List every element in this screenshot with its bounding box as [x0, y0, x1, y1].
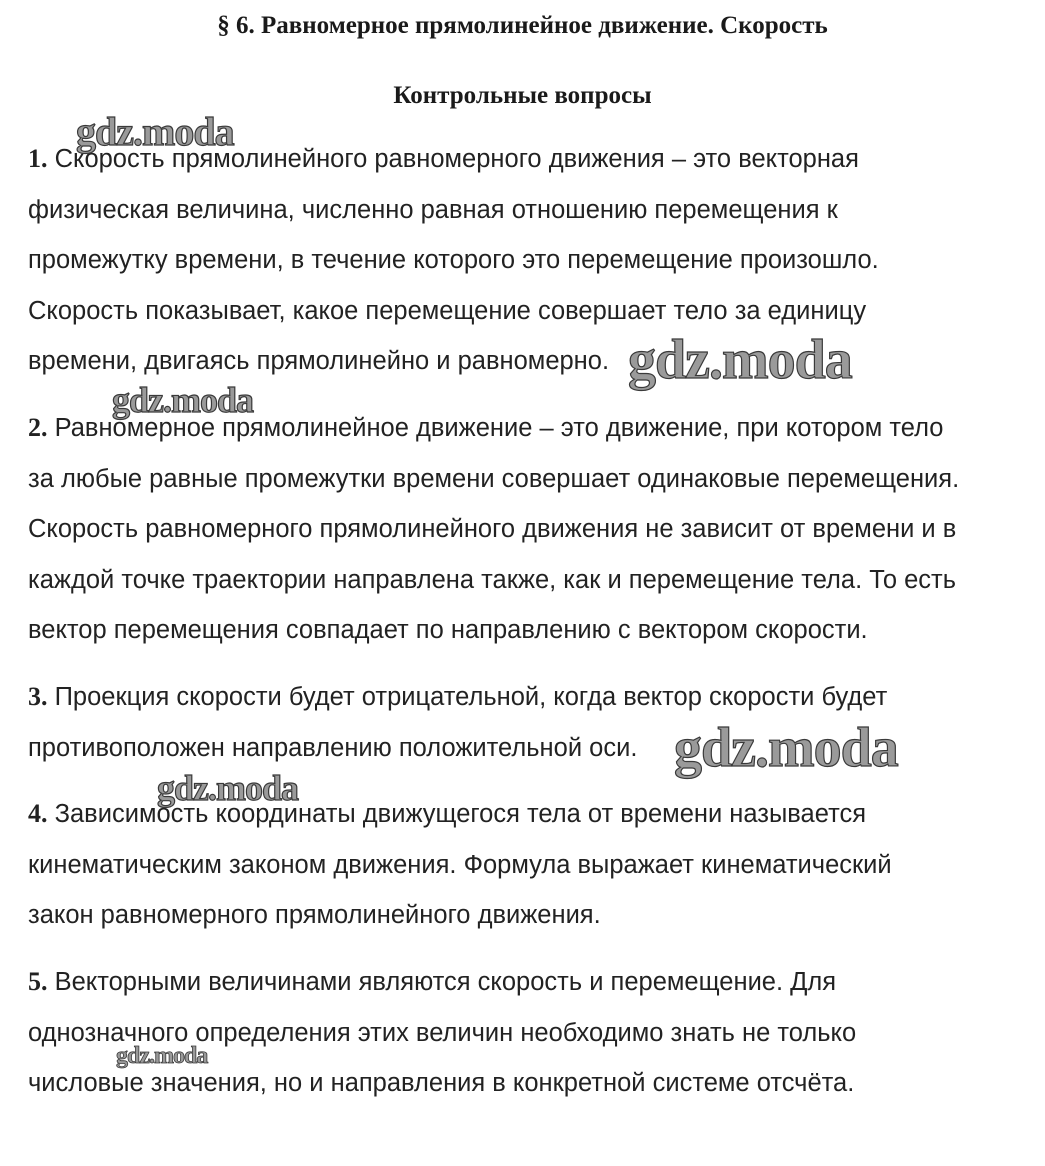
- answer-text: однозначного определения этих величин необходимо знать не только: [28, 1018, 857, 1047]
- answer-number: 5.: [28, 966, 48, 996]
- answer-5: [28, 957, 1028, 1109]
- answer-text: физическая величина, численно равная отношению перемещения к: [28, 195, 838, 224]
- answer-text: Скорость показывает, какое перемещение совершает тело за единицу: [28, 296, 867, 325]
- answer-text: Векторными величинами являются скорость и перемещение. Для: [47, 967, 837, 996]
- answers-list: [28, 134, 1028, 1125]
- watermark: gdz.moda: [112, 380, 254, 420]
- answer-text: противоположен направлению положительной оси.: [28, 733, 638, 762]
- answer-text: вектор перемещения совпадает по направлению с вектором скорости.: [28, 616, 868, 645]
- answer-text: Скорость равномерного прямолинейного движения не зависит от времени и в: [28, 515, 957, 544]
- answer-number: 2.: [28, 412, 48, 442]
- section-subtitle: Контрольные вопросы: [393, 82, 652, 109]
- section-title: § 6. Равномерное прямолинейное движение. Скорость: [217, 12, 828, 39]
- answer-line: [28, 957, 1028, 1008]
- answer-text: числовые значения, но и направления в конкретной системе отсчёта.: [28, 1069, 855, 1098]
- answer-text: промежутку времени, в течение которого это перемещение произошло.: [28, 246, 879, 275]
- answer-text: Скорость прямолинейного равномерного движения – это векторная: [47, 145, 859, 173]
- answer-text: Равномерное прямолинейное движение – это движение, при котором тело: [47, 413, 944, 442]
- answer-2: [28, 403, 1028, 656]
- answer-4: [28, 789, 1028, 941]
- answer-text: времени, двигаясь прямолинейно и равномерно.: [28, 347, 610, 376]
- answer-line: [28, 672, 1028, 723]
- answer-number: 4.: [28, 799, 48, 829]
- answer-text: Зависимость координаты движущегося тела от времени называется: [47, 800, 867, 829]
- answer-text: Проекция скорости будет отрицательной, когда вектор скорости будет: [47, 682, 888, 711]
- answer-text: за любые равные промежутки времени совершает одинаковые перемещения.: [28, 464, 960, 493]
- answer-1: [28, 134, 1028, 391]
- watermark: gdz.moda: [76, 109, 234, 154]
- answer-number: 1.: [28, 144, 48, 173]
- watermark: gdz.moda: [628, 329, 852, 391]
- answer-text: кинематическим законом движения. Формула выражает кинематический: [28, 850, 892, 879]
- watermark: gdz.moda: [157, 768, 299, 808]
- answer-text: закон равномерного прямолинейного движения.: [28, 901, 601, 930]
- watermark: gdz.moda: [116, 1043, 208, 1069]
- answer-text: каждой точке траектории направлена также, как и перемещение тела. То есть: [28, 565, 957, 594]
- answer-number: 3.: [28, 681, 48, 711]
- watermark: gdz.moda: [674, 717, 898, 779]
